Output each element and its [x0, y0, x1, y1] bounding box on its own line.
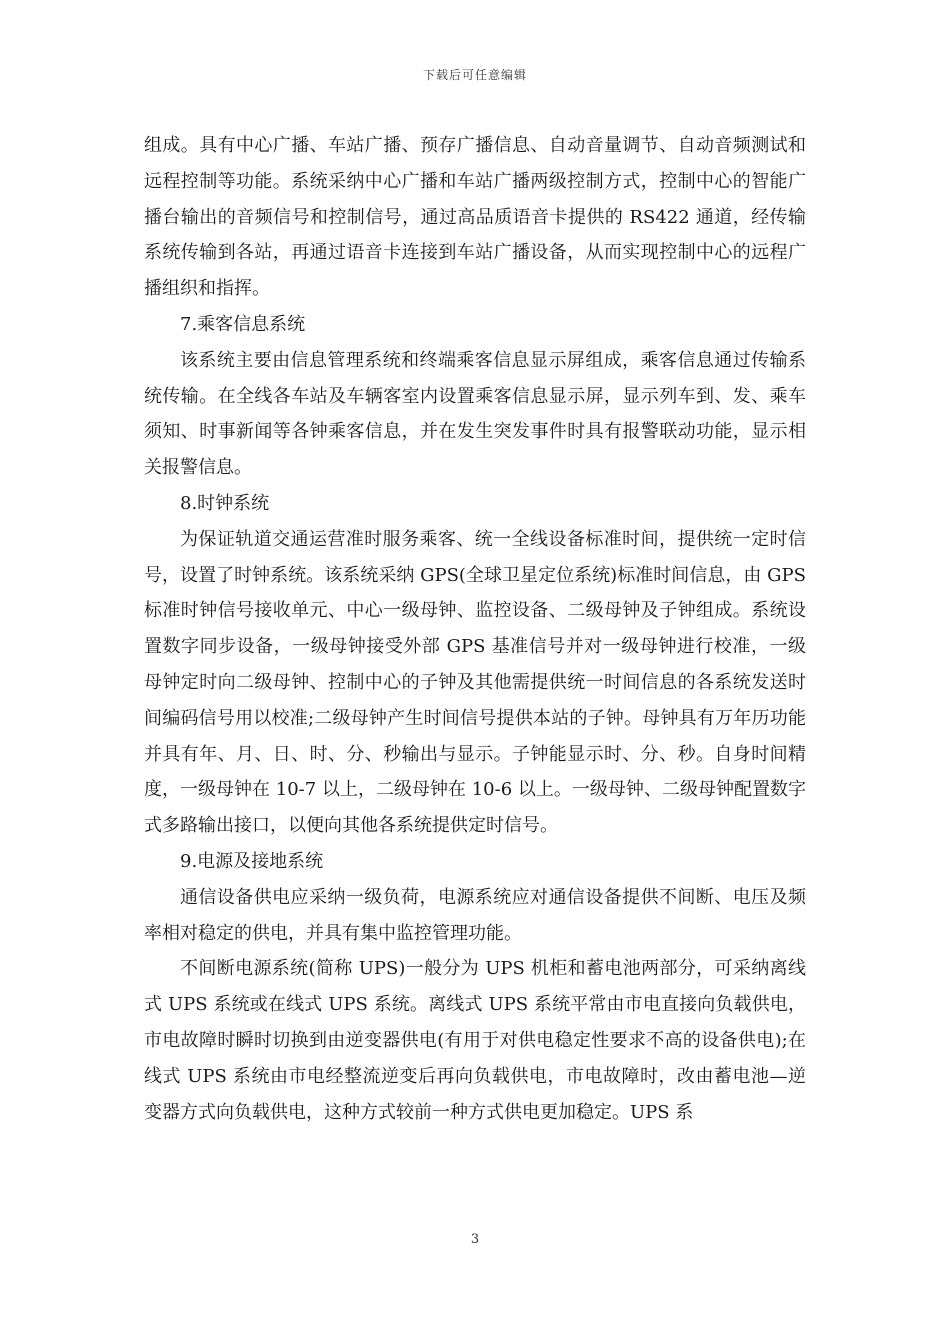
page-header: 下载后可任意编辑	[422, 68, 527, 82]
section-heading-clock-system: 8.时钟系统	[180, 492, 270, 514]
paragraph-power-supply: 通信设备供电应采纳一级负荷，电源系统应对通信设备提供不间断、电压及频率相对稳定的供电，并具有集中监控管理功能。	[144, 886, 806, 944]
paragraph-broadcast-continued: 组成。具有中心广播、车站广播、预存广播信息、自动音量调节、自动音频测试和远程控制等功能。系统采纳中心广播和车站广播两级控制方式，控制中心的智能广播台输出的音频信号和控制信号，通过高品质语音卡提供的 RS422 通道，经传输系统传输到各站，再通过语音卡连接到车站广播设备，从而实现控制中心的远程广播组织和指挥。	[144, 135, 806, 300]
page-number: 3	[470, 1232, 480, 1247]
section-heading-power-grounding: 9.电源及接地系统	[180, 850, 324, 872]
document-body	[144, 128, 806, 1130]
paragraph-passenger-info: 该系统主要由信息管理系统和终端乘客信息显示屏组成，乘客信息通过传输系统传输。在全线各车站及车辆客室内设置乘客信息显示屏，显示列车到、发、乘车须知、时事新闻等各钟乘客信息，并在发生突发事件时具有报警联动功能，显示相关报警信息。	[144, 349, 806, 479]
paragraph-clock-system: 为保证轨道交通运营准时服务乘客、统一全线设备标准时间，提供统一定时信号，设置了时钟系统。该系统采纳 GPS(全球卫星定位系统)标准时间信息，由 GPS 标准时钟信号接收单元、中心一级母钟、监控设备、二级母钟及子钟组成。系统设置数字同步设备，一级母钟接受外部 GPS 基准信号并对一级母钟进行校准，一级母钟定时向二级母钟、控制中心的子钟及其他需提供统一时间信息的各系统发送时间编码信号用以校准;二级母钟产生时间信号提供本站的子钟。母钟具有万年历功能并具有年、月、日、时、分、秒输出与显示。子钟能显示时、分、秒。自身时间精度，一级母钟在 10-7 以上，二级母钟在 10-6 以上。一级母钟、二级母钟配置数字式多路输出接口，以便向其他各系统提供定时信号。	[144, 528, 806, 837]
section-heading-passenger-info: 7.乘客信息系统	[180, 313, 306, 335]
paragraph-ups-system: 不间断电源系统(简称 UPS)一般分为 UPS 机柜和蓄电池两部分，可采纳离线式 UPS 系统或在线式 UPS 系统。离线式 UPS 系统平常由市电直接向负载供电，市电故障时瞬时切换到由逆变器供电(有用于对供电稳定性要求不高的设备供电);在线式 UPS 系统由市电经整流逆变后再向负载供电，市电故障时，改由蓄电池—逆变器方式向负载供电，这种方式较前一种方式供电更加稳定。UPS 系	[144, 958, 806, 1123]
